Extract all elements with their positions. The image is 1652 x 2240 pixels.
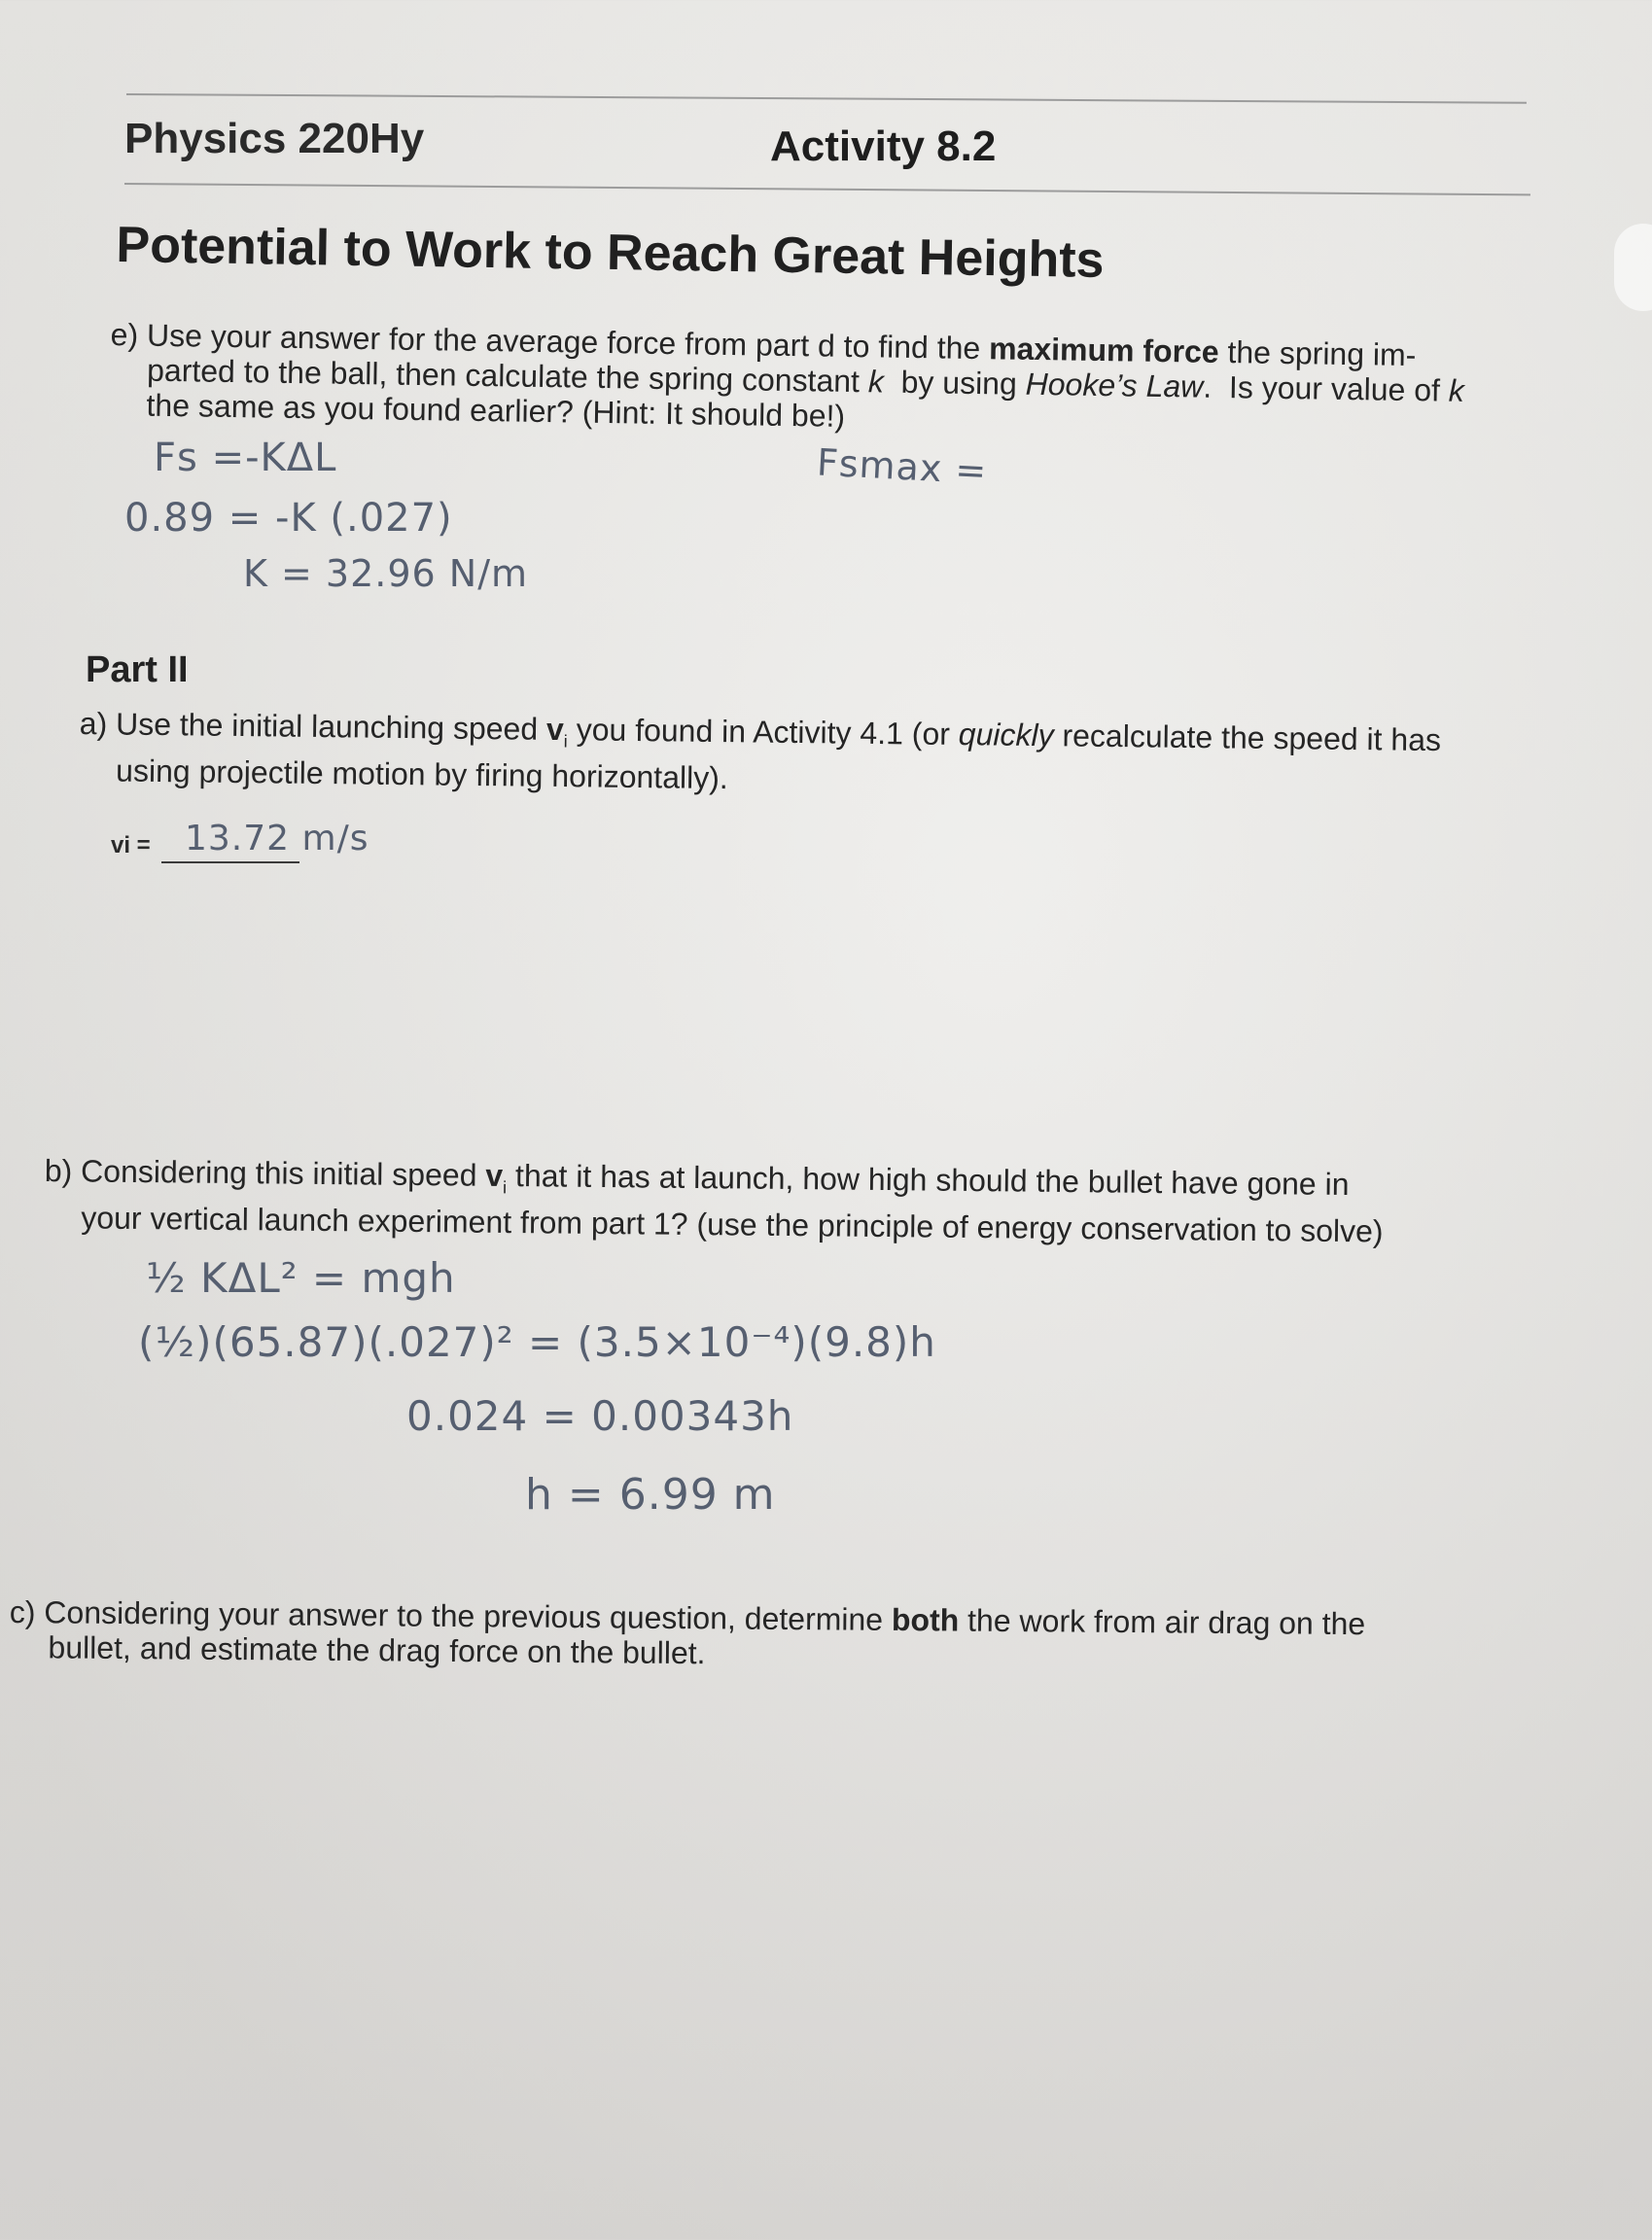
handwritten-force-equation: 0.89 = -K (.027): [124, 496, 453, 541]
bleed-through-text: [39, 58, 47, 91]
part-a-question: [79, 706, 1441, 804]
header-bottom-rule: [124, 183, 1530, 195]
course-name: Physics 220Hy: [124, 115, 425, 162]
question-line: parted to the ball, then calculate the spring constant k by using Hooke’s Law. Is your value of k: [146, 352, 1465, 408]
part-ii-heading: Part II: [86, 649, 189, 690]
part-e-question: [109, 317, 1464, 443]
question-line: bullet, and estimate the drag force on the bullet.: [48, 1629, 706, 1671]
page-title: Potential to Work to Reach Great Heights: [116, 216, 1105, 289]
handwritten-simplified: 0.024 = 0.00343h: [406, 1392, 794, 1440]
part-b-question: [44, 1153, 1384, 1249]
vi-answer-line: [161, 861, 299, 863]
part-c-question: [9, 1594, 1365, 1676]
handwritten-hookes-law: Fs =-KΔL: [154, 436, 337, 480]
question-line: your vertical launch experiment from part 1? (use the principle of energy conservation to solve): [81, 1200, 1384, 1249]
vi-label: vi =: [111, 832, 151, 858]
question-line: a) Use the initial launching speed $v_i$ you found in Activity 4.1 (or quickly recalculate the speed it has: [79, 706, 1442, 758]
page-edge-highlight: [1614, 224, 1652, 311]
question-line: b) Considering this initial speed $v_i$ that it has at launch, how high should the bullet have gone in: [44, 1153, 1350, 1203]
question-line: using projectile motion by firing horizontally).: [115, 752, 728, 796]
question-line: c) Considering your answer to the previous question, determine both the work from air drag on the: [9, 1594, 1366, 1642]
handwritten-vi-value: 13.72 m/s: [185, 819, 369, 858]
handwritten-k-result: K = 32.96 N/m: [243, 552, 529, 595]
handwritten-energy-equation: ½ KΔL² = mgh: [146, 1254, 456, 1302]
question-line: e) Use your answer for the average force from part d to find the maximum force the spring im-: [110, 317, 1417, 373]
handwritten-fsmax: Fsmax =: [815, 440, 989, 493]
handwritten-substitution: (½)(65.87)(.027)² = (3.5×10⁻⁴)(9.8)h: [138, 1318, 936, 1366]
header-top-rule: [126, 93, 1527, 104]
activity-number: Activity 8.2: [770, 122, 997, 170]
question-line: the same as you found earlier? (Hint: It should be!): [146, 387, 846, 434]
handwritten-height-result: h = 6.99 m: [525, 1470, 776, 1520]
